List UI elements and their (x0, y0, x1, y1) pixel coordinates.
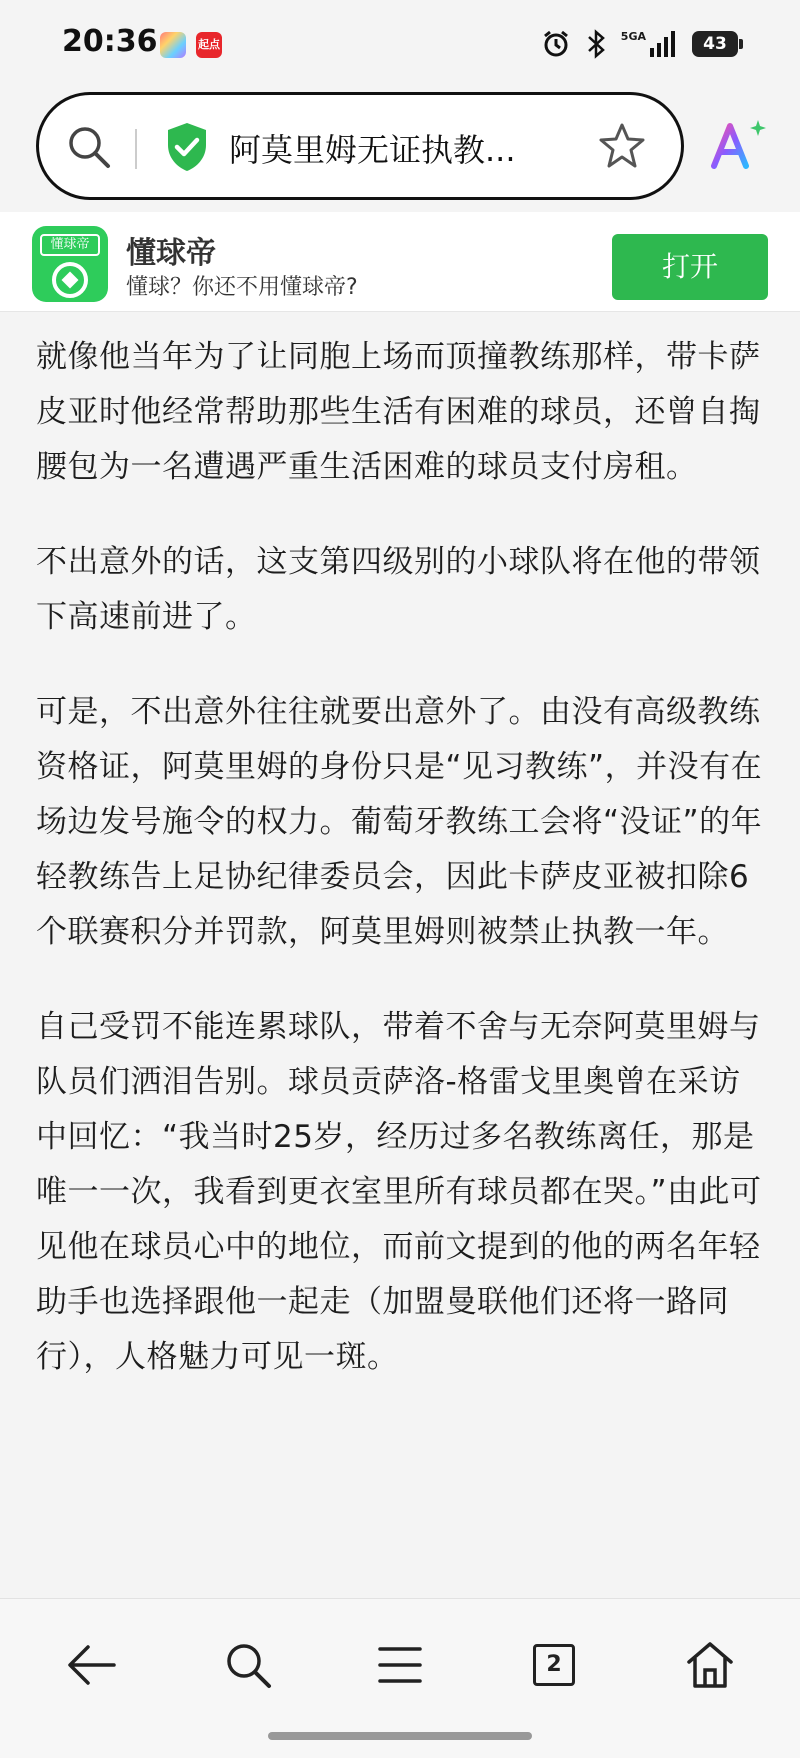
article-paragraph: 不出意外的话，这支第四级别的小球队将在他的带领下高速前进了。 (36, 544, 761, 635)
open-app-button[interactable]: 打开 (612, 234, 768, 300)
back-button[interactable] (62, 1635, 122, 1695)
signal-icon (648, 30, 678, 58)
status-time: 20:36 (62, 24, 158, 59)
menu-icon (377, 1645, 423, 1685)
search-button[interactable] (218, 1635, 278, 1695)
home-icon (685, 1640, 735, 1690)
back-icon (66, 1643, 118, 1687)
battery-icon: 43 (692, 31, 738, 57)
home-button[interactable] (680, 1635, 740, 1695)
app-subtitle: 懂球？你还不用懂球帝? (126, 275, 358, 300)
logo-text: 懂球帝 (40, 234, 100, 256)
menu-button[interactable] (370, 1635, 430, 1695)
search-icon (223, 1640, 273, 1690)
article-paragraph: 可是，不出意外往往就要出意外了。由没有高级教练资格证，阿莫里姆的身份只是“见习教练”，并没有在场边发号施令的权力。葡萄牙教练工会将“没证”的年轻教练告上足协纪律委员会，因此卡萨皮亚被扣除6个联赛积分并罚款，阿莫里姆则被禁止执教一年。 (36, 694, 763, 950)
address-bar[interactable] (36, 92, 684, 200)
status-bar (0, 0, 800, 88)
football-icon (52, 262, 88, 298)
network-label: 5GA (620, 29, 646, 43)
shield-check-icon[interactable] (165, 121, 209, 173)
photos-app-icon (160, 32, 186, 58)
app-promo-banner (0, 212, 800, 312)
star-icon[interactable] (597, 121, 647, 171)
app-name: 懂球帝 (126, 236, 216, 271)
page-title[interactable]: 阿莫里姆无证执教... (229, 131, 516, 169)
article-body (36, 330, 766, 1425)
address-divider (135, 129, 137, 169)
tabs-button[interactable] (524, 1635, 584, 1695)
qidian-app-icon: 起点 (196, 32, 222, 58)
bluetooth-icon (585, 29, 607, 59)
tabs-icon: 2 (533, 1644, 575, 1686)
home-indicator[interactable] (268, 1732, 532, 1740)
dongqiudi-logo (32, 226, 108, 302)
search-icon[interactable] (65, 123, 113, 171)
ai-icon[interactable] (708, 118, 766, 174)
alarm-icon (541, 29, 571, 59)
system-icons (541, 26, 738, 62)
article-paragraph: 自己受罚不能连累球队，带着不舍与无奈阿莫里姆与队员们洒泪告别。球员贡萨洛-格雷戈里奥曾在采访中回忆：“我当时25岁，经历过多名教练离任，那是唯一一次，我看到更衣室里所有球员都在哭。”由此可见他在球员心中的地位，而前文提到的他的两名年轻助手也选择跟他一起走（加盟曼联他们还将一路同行），人格魅力可见一斑。 (36, 1009, 762, 1375)
article-paragraph: 就像他当年为了让同胞上场而顶撞教练那样，带卡萨皮亚时他经常帮助那些生活有困难的球员，还曾自掏腰包为一名遭遇严重生活困难的球员支付房租。 (36, 339, 761, 485)
